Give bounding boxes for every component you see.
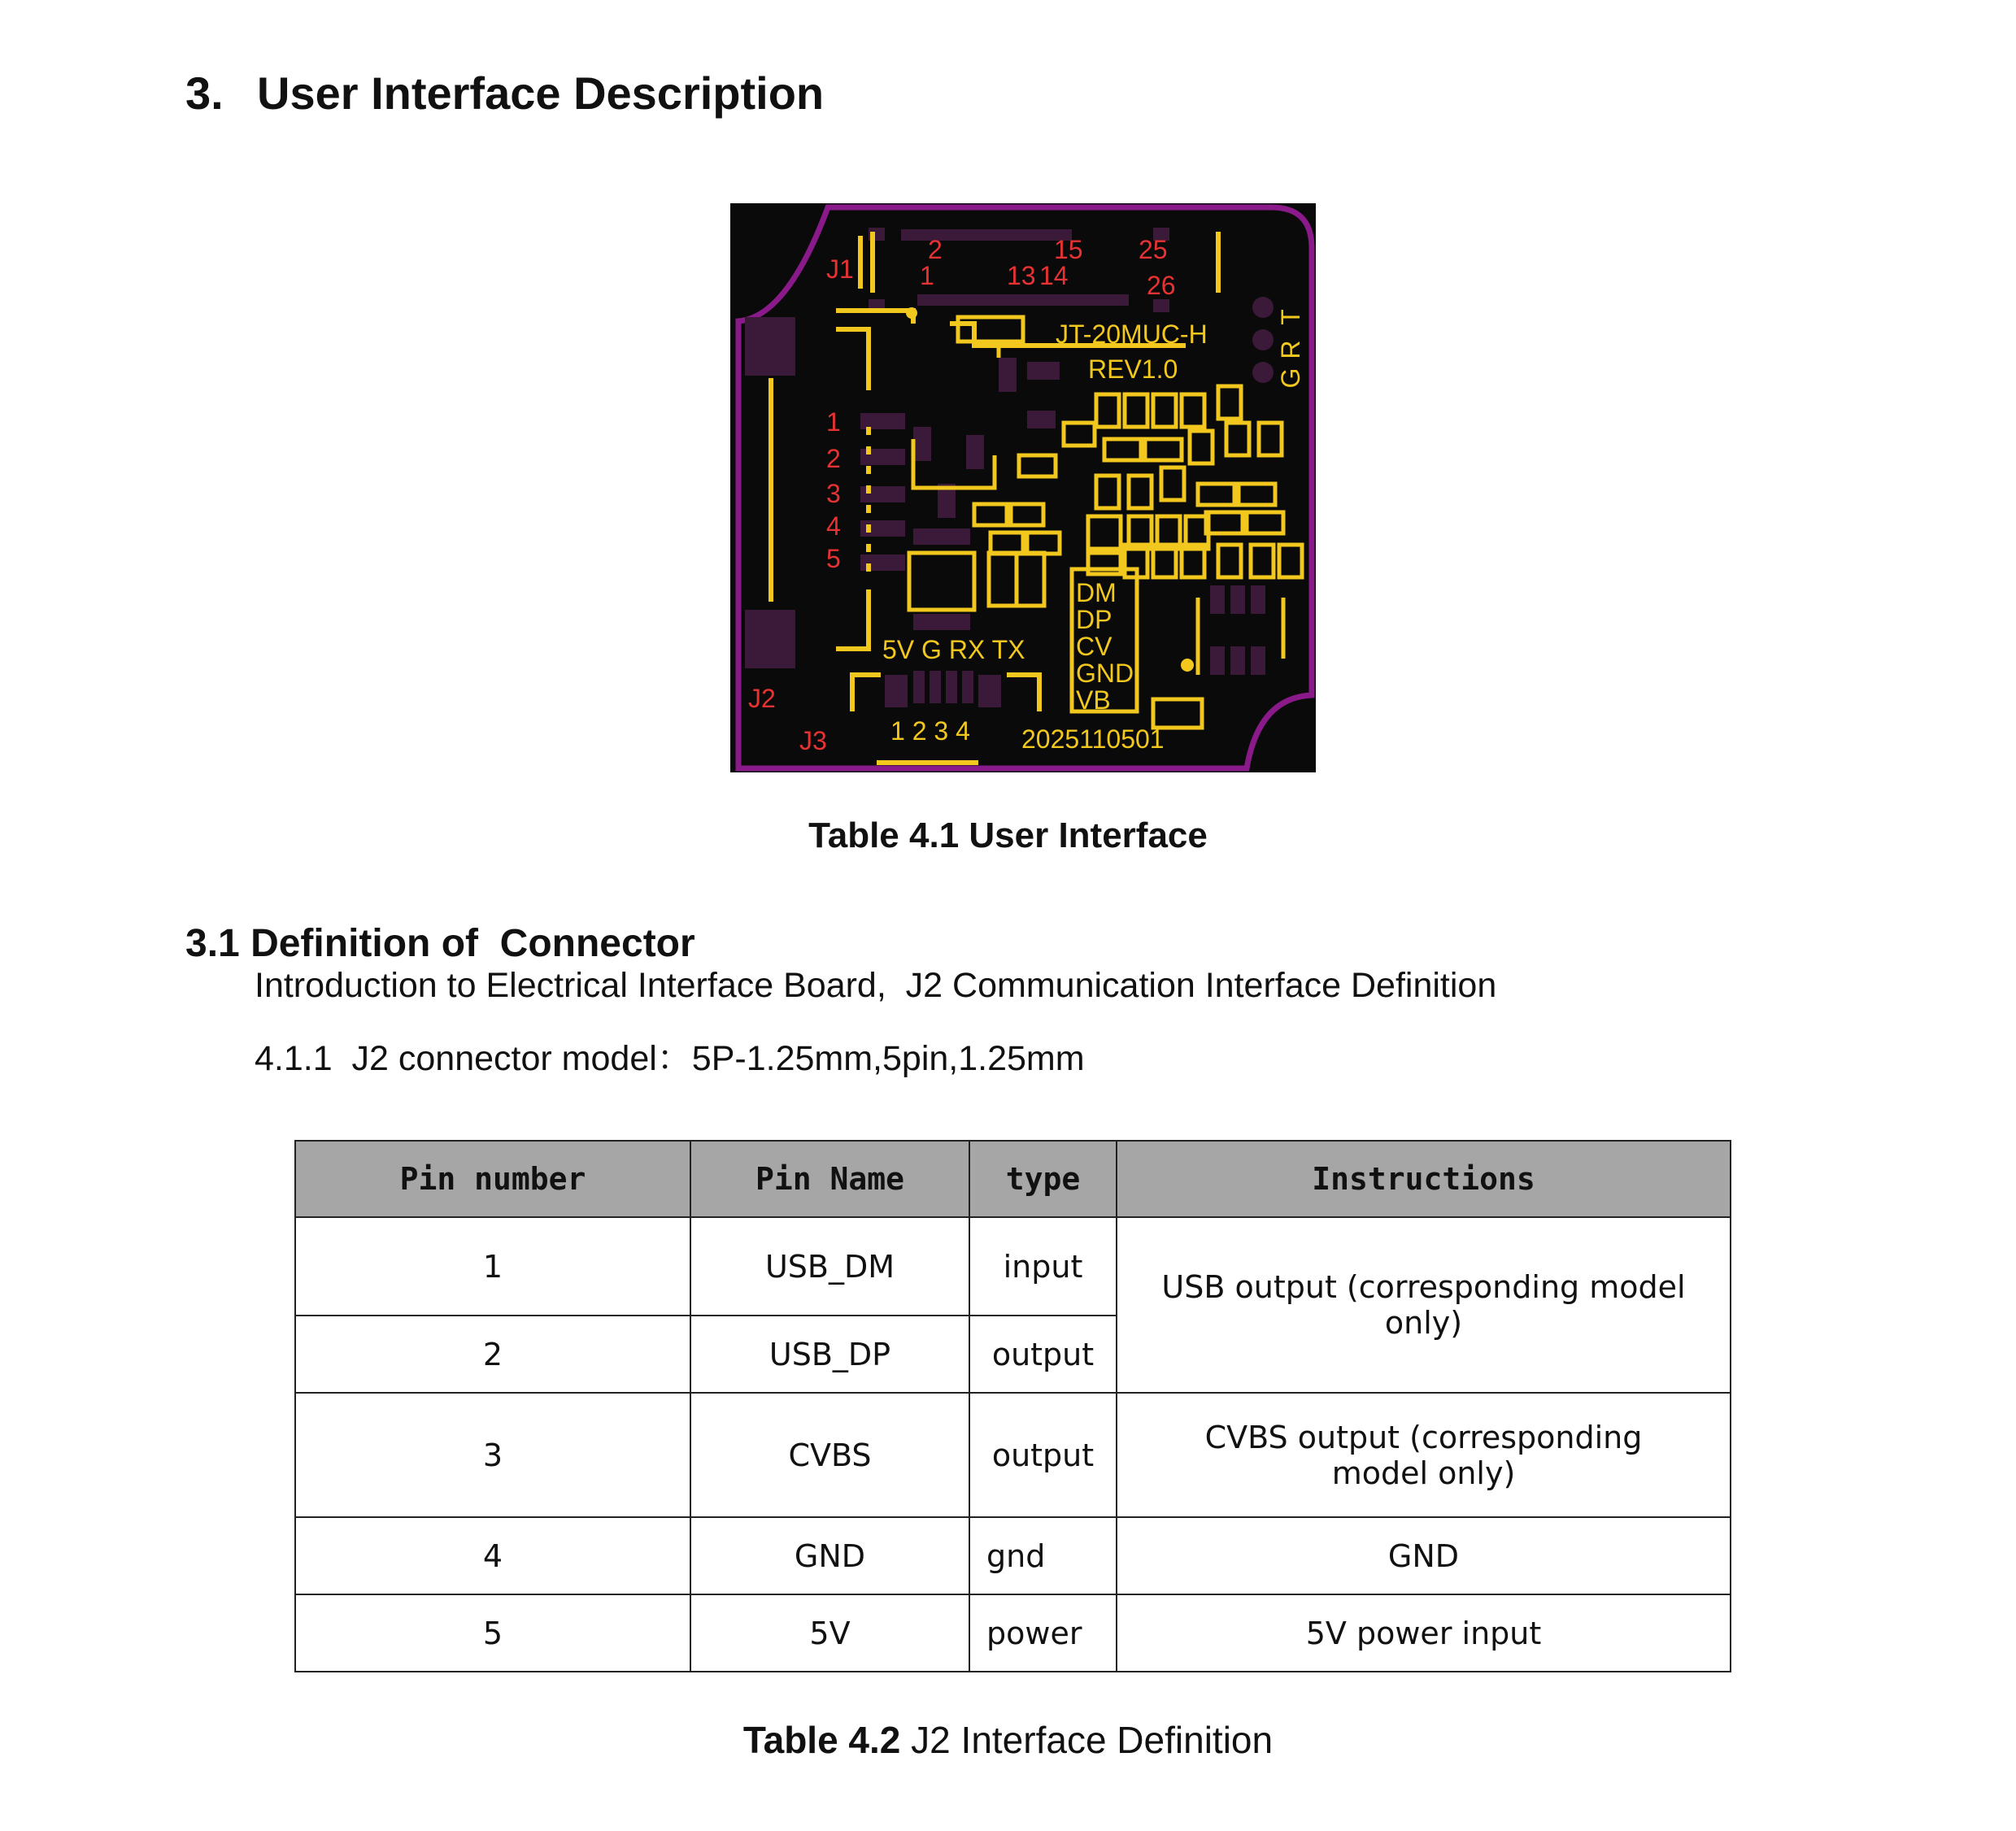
j3-label: J3	[799, 726, 827, 755]
signal-label-vb: VB	[1076, 685, 1111, 715]
table-row	[295, 1517, 1731, 1594]
pin-type-cell: input	[969, 1217, 1117, 1316]
j2-pin-2-label: 2	[826, 444, 841, 473]
j2-pin-4-label: 4	[826, 511, 841, 541]
signal-label-cv: CV	[1076, 632, 1113, 661]
j1-pin-15-label: 15	[1054, 235, 1083, 264]
j2-pin-1-label: 1	[826, 407, 841, 437]
table-caption-text: J2 Interface Definition	[900, 1719, 1274, 1761]
j3-signal-label: 5V G RX TX	[882, 635, 1025, 664]
j1-label: J1	[826, 254, 854, 284]
table-caption-number: Table 4.2	[742, 1719, 901, 1761]
pin-name-cell: USB_DM	[690, 1217, 969, 1316]
pin-name-cell: GND	[690, 1517, 969, 1594]
table-row	[295, 1393, 1731, 1517]
pin-type-cell: output	[969, 1316, 1117, 1393]
header-pin-name: Pin Name	[690, 1141, 969, 1217]
header-instructions: Instructions	[1117, 1141, 1731, 1217]
pin-definition-table	[294, 1140, 1731, 1672]
pin-name-cell: CVBS	[690, 1393, 969, 1517]
section-title: User Interface Description	[257, 67, 825, 119]
instructions-cell: USB output (corresponding model only)	[1117, 1217, 1731, 1393]
j2-label: J2	[748, 684, 776, 713]
j1-pin-1-label: 1	[920, 261, 934, 290]
header-type: type	[969, 1141, 1117, 1217]
pin-name-cell: 5V	[690, 1594, 969, 1672]
side-label-g: G	[1276, 368, 1305, 389]
board-name-label: JT-20MUC-H	[1056, 320, 1208, 349]
j1-pin-26-label: 26	[1147, 271, 1176, 300]
side-label-r: R	[1276, 340, 1305, 359]
pin-number-cell: 4	[295, 1517, 690, 1594]
section-number: 3.	[185, 67, 224, 119]
j2-pin-5-label: 5	[826, 544, 841, 573]
section-heading	[185, 67, 824, 120]
pin-number-cell: 2	[295, 1316, 690, 1393]
table-row	[295, 1217, 1731, 1316]
board-figure	[730, 203, 1316, 772]
table-caption	[0, 1718, 2016, 1762]
figure-caption: Table 4.1 User Interface	[808, 815, 1208, 855]
j1-pin-2-label: 2	[928, 235, 943, 264]
side-label-t: T	[1276, 309, 1305, 325]
board-revision-label: REV1.0	[1088, 354, 1178, 384]
pin-name-cell: USB_DP	[690, 1316, 969, 1393]
pin-number-cell: 3	[295, 1393, 690, 1517]
pcb-board-image	[730, 203, 1316, 772]
pin-type-cell: power	[969, 1594, 1117, 1672]
j3-pins-label: 1 2 3 4	[890, 716, 970, 746]
j1-pin-14-label: 14	[1039, 261, 1069, 290]
header-pin-number: Pin number	[295, 1141, 690, 1217]
signal-label-gnd: GND	[1076, 659, 1134, 688]
board-date-code-label: 2025110501	[1021, 724, 1165, 754]
pin-type-cell: gnd	[969, 1517, 1117, 1594]
j2-pin-3-label: 3	[826, 479, 841, 508]
j1-pin-13-label: 13	[1007, 261, 1036, 290]
instructions-cell: GND	[1117, 1517, 1731, 1594]
pin-number-cell: 5	[295, 1594, 690, 1672]
pin-number-cell: 1	[295, 1217, 690, 1316]
connector-model-paragraph: 4.1.1 J2 connector model：5P-1.25mm,5pin,1.25mm	[255, 1039, 1085, 1078]
signal-label-dp: DP	[1076, 605, 1113, 634]
j1-pin-25-label: 25	[1139, 235, 1168, 264]
instructions-cell: 5V power input	[1117, 1594, 1731, 1672]
pin-type-cell: output	[969, 1393, 1117, 1517]
intro-paragraph: Introduction to Electrical Interface Board, J2 Communication Interface Definition	[255, 966, 1497, 1005]
signal-label-dm: DM	[1076, 578, 1117, 607]
subsection-heading: 3.1 Definition of Connector	[185, 922, 695, 965]
table-header-row	[295, 1141, 1731, 1217]
table-row	[295, 1594, 1731, 1672]
instructions-cell: CVBS output (corresponding model only)	[1117, 1393, 1731, 1517]
